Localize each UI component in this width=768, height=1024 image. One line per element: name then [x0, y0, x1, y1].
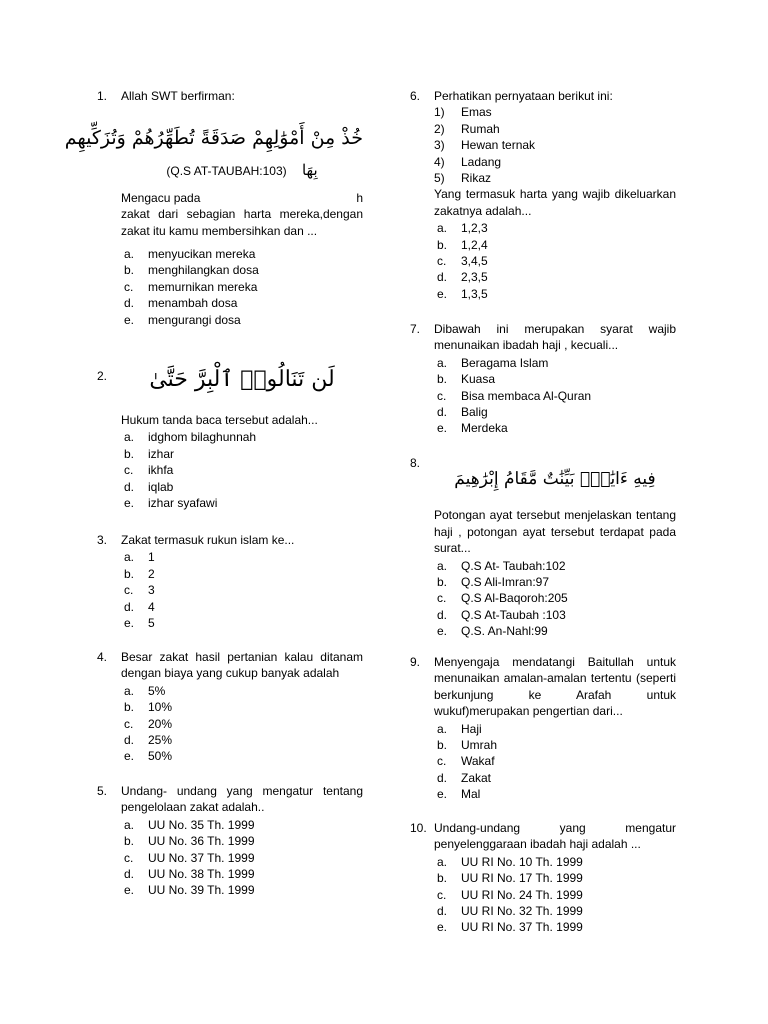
option-text: menambah dosa [148, 296, 238, 311]
option-text: 1,2,3 [461, 221, 488, 236]
option-text: Bisa membaca Al-Quran [461, 388, 592, 403]
question-header [410, 321, 676, 354]
question-3 [97, 532, 363, 631]
option-d[interactable] [437, 269, 676, 285]
option-a[interactable] [437, 220, 676, 236]
option-letter: a. [437, 721, 448, 736]
question-text: Perhatikan pernyataan berikut ini: [434, 89, 613, 103]
option-text: UU RI No. 24 Th. 1999 [461, 887, 583, 902]
option-a[interactable] [437, 854, 676, 870]
option-text: Wakaf [461, 754, 495, 769]
option-text: mengurangi dosa [148, 312, 241, 327]
option-text: 5% [148, 683, 166, 698]
option-text: UU No. 35 Th. 1999 [148, 817, 255, 832]
question-8 [410, 455, 676, 640]
option-d[interactable] [124, 732, 363, 748]
option-text: Q.S At-Taubah :103 [461, 607, 566, 622]
question-number: 8. [410, 456, 421, 470]
option-d[interactable] [124, 295, 363, 311]
option-a[interactable] [437, 355, 676, 371]
option-text: UU No. 36 Th. 1999 [148, 834, 255, 849]
option-d[interactable] [437, 770, 676, 786]
question-7 [410, 321, 676, 437]
statements-list [434, 104, 676, 186]
question-text: Allah SWT berfirman: [121, 89, 235, 103]
option-text: menghilangkan dosa [148, 263, 259, 278]
options-list [124, 817, 363, 899]
option-c[interactable] [437, 590, 676, 606]
option-text: Q.S Ali-Imran:97 [461, 575, 550, 590]
option-text: 3 [148, 583, 155, 598]
option-letter: c. [124, 583, 134, 598]
option-a[interactable] [124, 817, 363, 833]
option-text: Merdeka [461, 421, 508, 436]
option-e[interactable] [437, 786, 676, 802]
option-letter: c. [124, 716, 134, 731]
arabic-fragment: بِهَا [301, 161, 318, 180]
option-letter: b. [124, 263, 135, 278]
option-letter: e. [437, 787, 448, 802]
option-d[interactable] [124, 479, 363, 495]
option-text: UU RI No. 32 Th. 1999 [461, 903, 583, 918]
option-e[interactable] [437, 919, 676, 935]
options-list [124, 429, 363, 511]
question-number: 7. [410, 322, 421, 336]
question-2 [97, 366, 363, 511]
question-text: Dibawah ini merupakan syarat wajib menunaikan ibadah haji , kecuali... [434, 322, 676, 353]
options-list [437, 854, 676, 936]
option-b[interactable] [437, 870, 676, 886]
option-text: Beragama Islam [461, 355, 549, 370]
option-letter: d. [124, 866, 135, 881]
option-a[interactable] [124, 429, 363, 445]
option-c[interactable] [437, 388, 676, 404]
option-letter: c. [437, 754, 447, 769]
option-e[interactable] [437, 623, 676, 639]
option-letter: c. [437, 887, 447, 902]
option-letter: c. [124, 279, 134, 294]
option-letter: a. [437, 355, 448, 370]
option-e[interactable] [124, 312, 363, 328]
option-letter: a. [124, 550, 135, 565]
option-text: izhar [148, 446, 175, 461]
question-number: 5. [97, 784, 108, 798]
option-a[interactable] [437, 721, 676, 737]
question-text: Potongan ayat tersebut menjelaskan tentang haji , potongan ayat tersebut terdapat pada surat... [434, 508, 676, 556]
option-e[interactable] [437, 286, 676, 302]
question-number: 1. [97, 89, 108, 103]
option-letter: d. [124, 296, 135, 311]
option-b[interactable] [437, 371, 676, 387]
option-c[interactable] [124, 716, 363, 732]
option-letter: b. [437, 575, 448, 590]
question-number: 6. [410, 89, 421, 103]
question-text-continued: Yang termasuk harta yang wajib dikeluarkan zakatnya adalah... [434, 187, 676, 218]
statement-text: Hewan ternak [461, 138, 536, 153]
option-letter: d. [437, 607, 448, 622]
question-text: Hukum tanda baca tersebut adalah... [121, 413, 318, 427]
option-text: UU No. 39 Th. 1999 [148, 883, 255, 898]
option-letter: d. [124, 479, 135, 494]
option-text: Balig [461, 404, 488, 419]
options-list [124, 246, 363, 328]
option-b[interactable] [124, 833, 363, 849]
option-letter: e. [124, 312, 135, 327]
option-a[interactable] [124, 246, 363, 262]
option-letter: b. [124, 834, 135, 849]
option-text: Zakat [461, 770, 492, 785]
question-4 [97, 649, 363, 765]
option-letter: e. [124, 883, 135, 898]
option-text: UU RI No. 10 Th. 1999 [461, 854, 583, 869]
question-6 [410, 88, 676, 302]
option-letter: d. [437, 903, 448, 918]
option-letter: a. [124, 247, 135, 262]
question-5 [97, 783, 363, 899]
option-text: 4 [148, 599, 155, 614]
option-text: Umrah [461, 738, 498, 753]
paragraph-end: h [356, 190, 363, 205]
option-text: 3,4,5 [461, 253, 488, 268]
option-d[interactable] [437, 607, 676, 623]
option-letter: b. [124, 446, 135, 461]
statement-1 [434, 104, 676, 120]
option-text: 25% [148, 732, 173, 747]
option-text: 5 [148, 615, 155, 630]
question-header [410, 654, 676, 720]
question-header [97, 532, 363, 548]
question-header [97, 783, 363, 816]
statement-3 [434, 137, 676, 153]
option-text: iqlab [148, 479, 174, 494]
option-text: 1 [148, 550, 155, 565]
option-text: Q.S. An-Nahl:99 [461, 624, 548, 639]
statement-number: 4) [434, 154, 445, 169]
question-number: 10. [410, 821, 427, 835]
question-1 [64, 88, 363, 328]
option-letter: e. [437, 624, 448, 639]
option-letter: d. [437, 404, 448, 419]
option-letter: b. [124, 700, 135, 715]
statement-5 [434, 170, 676, 186]
option-letter: e. [437, 421, 448, 436]
option-text: Q.S At- Taubah:102 [461, 558, 566, 573]
option-text: Kuasa [461, 372, 496, 387]
statement-number: 5) [434, 170, 445, 185]
option-a[interactable] [124, 683, 363, 699]
option-d[interactable] [124, 866, 363, 882]
option-text: ikhfa [148, 463, 174, 478]
options-list [124, 549, 363, 631]
statement-text: Ladang [461, 154, 502, 169]
option-letter: c. [437, 591, 447, 606]
option-letter: d. [437, 270, 448, 285]
option-c[interactable] [437, 887, 676, 903]
option-b[interactable] [124, 262, 363, 278]
question-text: Undang-undang yang mengatur penyelenggaraan ibadah haji adalah ... [434, 821, 676, 852]
option-c[interactable] [124, 279, 363, 295]
option-letter: a. [437, 221, 448, 236]
option-letter: d. [437, 770, 448, 785]
option-letter: e. [437, 286, 448, 301]
statement-number: 3) [434, 138, 445, 153]
question-10 [410, 820, 676, 936]
option-text: izhar syafawi [148, 495, 218, 510]
option-b[interactable] [437, 237, 676, 253]
option-b[interactable] [124, 446, 363, 462]
option-letter: d. [124, 599, 135, 614]
option-letter: c. [124, 463, 134, 478]
statement-2 [434, 121, 676, 137]
option-letter: c. [124, 850, 134, 865]
option-b[interactable] [124, 699, 363, 715]
option-text: 2,3,5 [461, 270, 488, 285]
verse-reference [121, 162, 363, 179]
option-letter: b. [437, 871, 448, 886]
option-c[interactable] [437, 753, 676, 769]
option-letter: b. [437, 738, 448, 753]
option-letter: b. [437, 237, 448, 252]
option-text: Mal [461, 787, 481, 802]
option-text: UU RI No. 17 Th. 1999 [461, 871, 583, 886]
option-letter: e. [124, 495, 135, 510]
question-number: 3. [97, 533, 108, 547]
option-text: 2 [148, 566, 155, 581]
option-letter: e. [437, 920, 448, 935]
option-e[interactable] [124, 882, 363, 898]
question-text: Undang- undang yang mengatur tentang pengelolaan zakat adalah.. [121, 784, 363, 815]
options-list [437, 558, 676, 640]
options-list [437, 220, 676, 302]
question-text: Menyengaja mendatangi Baitullah untuk menunaikan amalan-amalan tertentu (seperti berkunjung ke Arafah untuk wukuf)merupakan pengertian dari... [434, 655, 676, 719]
question-header [410, 820, 676, 853]
option-text: 10% [148, 700, 173, 715]
option-text: Q.S Al-Baqoroh:205 [461, 591, 568, 606]
question-number: 9. [410, 655, 421, 669]
option-e[interactable] [124, 615, 363, 631]
option-letter: b. [437, 372, 448, 387]
option-text: 20% [148, 716, 173, 731]
options-list [437, 721, 676, 803]
option-text: UU RI No. 37 Th. 1999 [461, 920, 583, 935]
option-letter: a. [437, 558, 448, 573]
option-text: Haji [461, 721, 482, 736]
arabic-verse: فِيهِ ءَايَٰتٌۢ بَيِّنَٰتٌ مَّقَامُ إِبْرَٰهِيمَ [454, 469, 656, 490]
option-letter: c. [437, 388, 447, 403]
question-9 [410, 654, 676, 803]
question-header [97, 88, 363, 104]
option-letter: a. [124, 683, 135, 698]
option-b[interactable] [437, 737, 676, 753]
option-d[interactable] [437, 404, 676, 420]
statement-text: Rumah [461, 121, 500, 136]
statement-4 [434, 154, 676, 170]
option-letter: b. [124, 566, 135, 581]
question-number: 2. [97, 369, 108, 383]
option-text: UU No. 37 Th. 1999 [148, 850, 255, 865]
arabic-verse: خُذْ مِنْ أَمْوَٰلِهِمْ صَدَقَةً تُطَهِّرُهُمْ وَتُزَكِّيهِم [64, 127, 363, 150]
statement-text: Rikaz [461, 170, 492, 185]
option-text: UU No. 38 Th. 1999 [148, 866, 255, 881]
option-letter: d. [124, 732, 135, 747]
option-text: 1,2,4 [461, 237, 488, 252]
option-letter: e. [124, 749, 135, 764]
option-text: 50% [148, 749, 173, 764]
option-c[interactable] [124, 850, 363, 866]
options-list [437, 355, 676, 437]
option-letter: a. [437, 854, 448, 869]
option-text: 1,3,5 [461, 286, 488, 301]
option-d[interactable] [437, 903, 676, 919]
question-header [410, 88, 676, 104]
arabic-verse: لَن تَنَالُوا۟ ٱلْبِرَّ حَتَّىٰ [149, 367, 335, 392]
question-header [97, 366, 363, 394]
option-text: idghom bilaghunnah [148, 430, 257, 445]
option-letter: a. [124, 430, 135, 445]
paragraph-start: Mengacu pada [121, 190, 201, 205]
option-c[interactable] [124, 582, 363, 598]
option-e[interactable] [437, 420, 676, 436]
option-b[interactable] [437, 574, 676, 590]
option-c[interactable] [437, 253, 676, 269]
question-paragraph-line [121, 190, 363, 206]
option-c[interactable] [124, 462, 363, 478]
option-a[interactable] [437, 558, 676, 574]
option-e[interactable] [124, 495, 363, 511]
statement-text: Emas [461, 105, 492, 120]
statement-number: 1) [434, 105, 445, 120]
question-header [97, 649, 363, 682]
option-e[interactable] [124, 748, 363, 764]
option-text: memurnikan mereka [148, 279, 258, 294]
statement-number: 2) [434, 121, 445, 136]
question-number: 4. [97, 650, 108, 664]
question-text: Besar zakat hasil pertanian kalau ditanam dengan biaya yang cukup banyak adalah [121, 650, 363, 681]
option-a[interactable] [124, 549, 363, 565]
options-list [124, 683, 363, 765]
question-paragraph: zakat dari sebagian harta mereka,dengan zakat itu kamu membersihkan dan ... [121, 207, 363, 238]
question-text: Zakat termasuk rukun islam ke... [121, 533, 295, 547]
option-letter: e. [124, 615, 135, 630]
option-letter: a. [124, 817, 135, 832]
option-text: menyucikan mereka [148, 247, 256, 262]
option-letter: c. [437, 253, 447, 268]
option-d[interactable] [124, 599, 363, 615]
option-b[interactable] [124, 566, 363, 582]
verse-reference-text: (Q.S AT-TAUBAH:103) [166, 164, 287, 179]
